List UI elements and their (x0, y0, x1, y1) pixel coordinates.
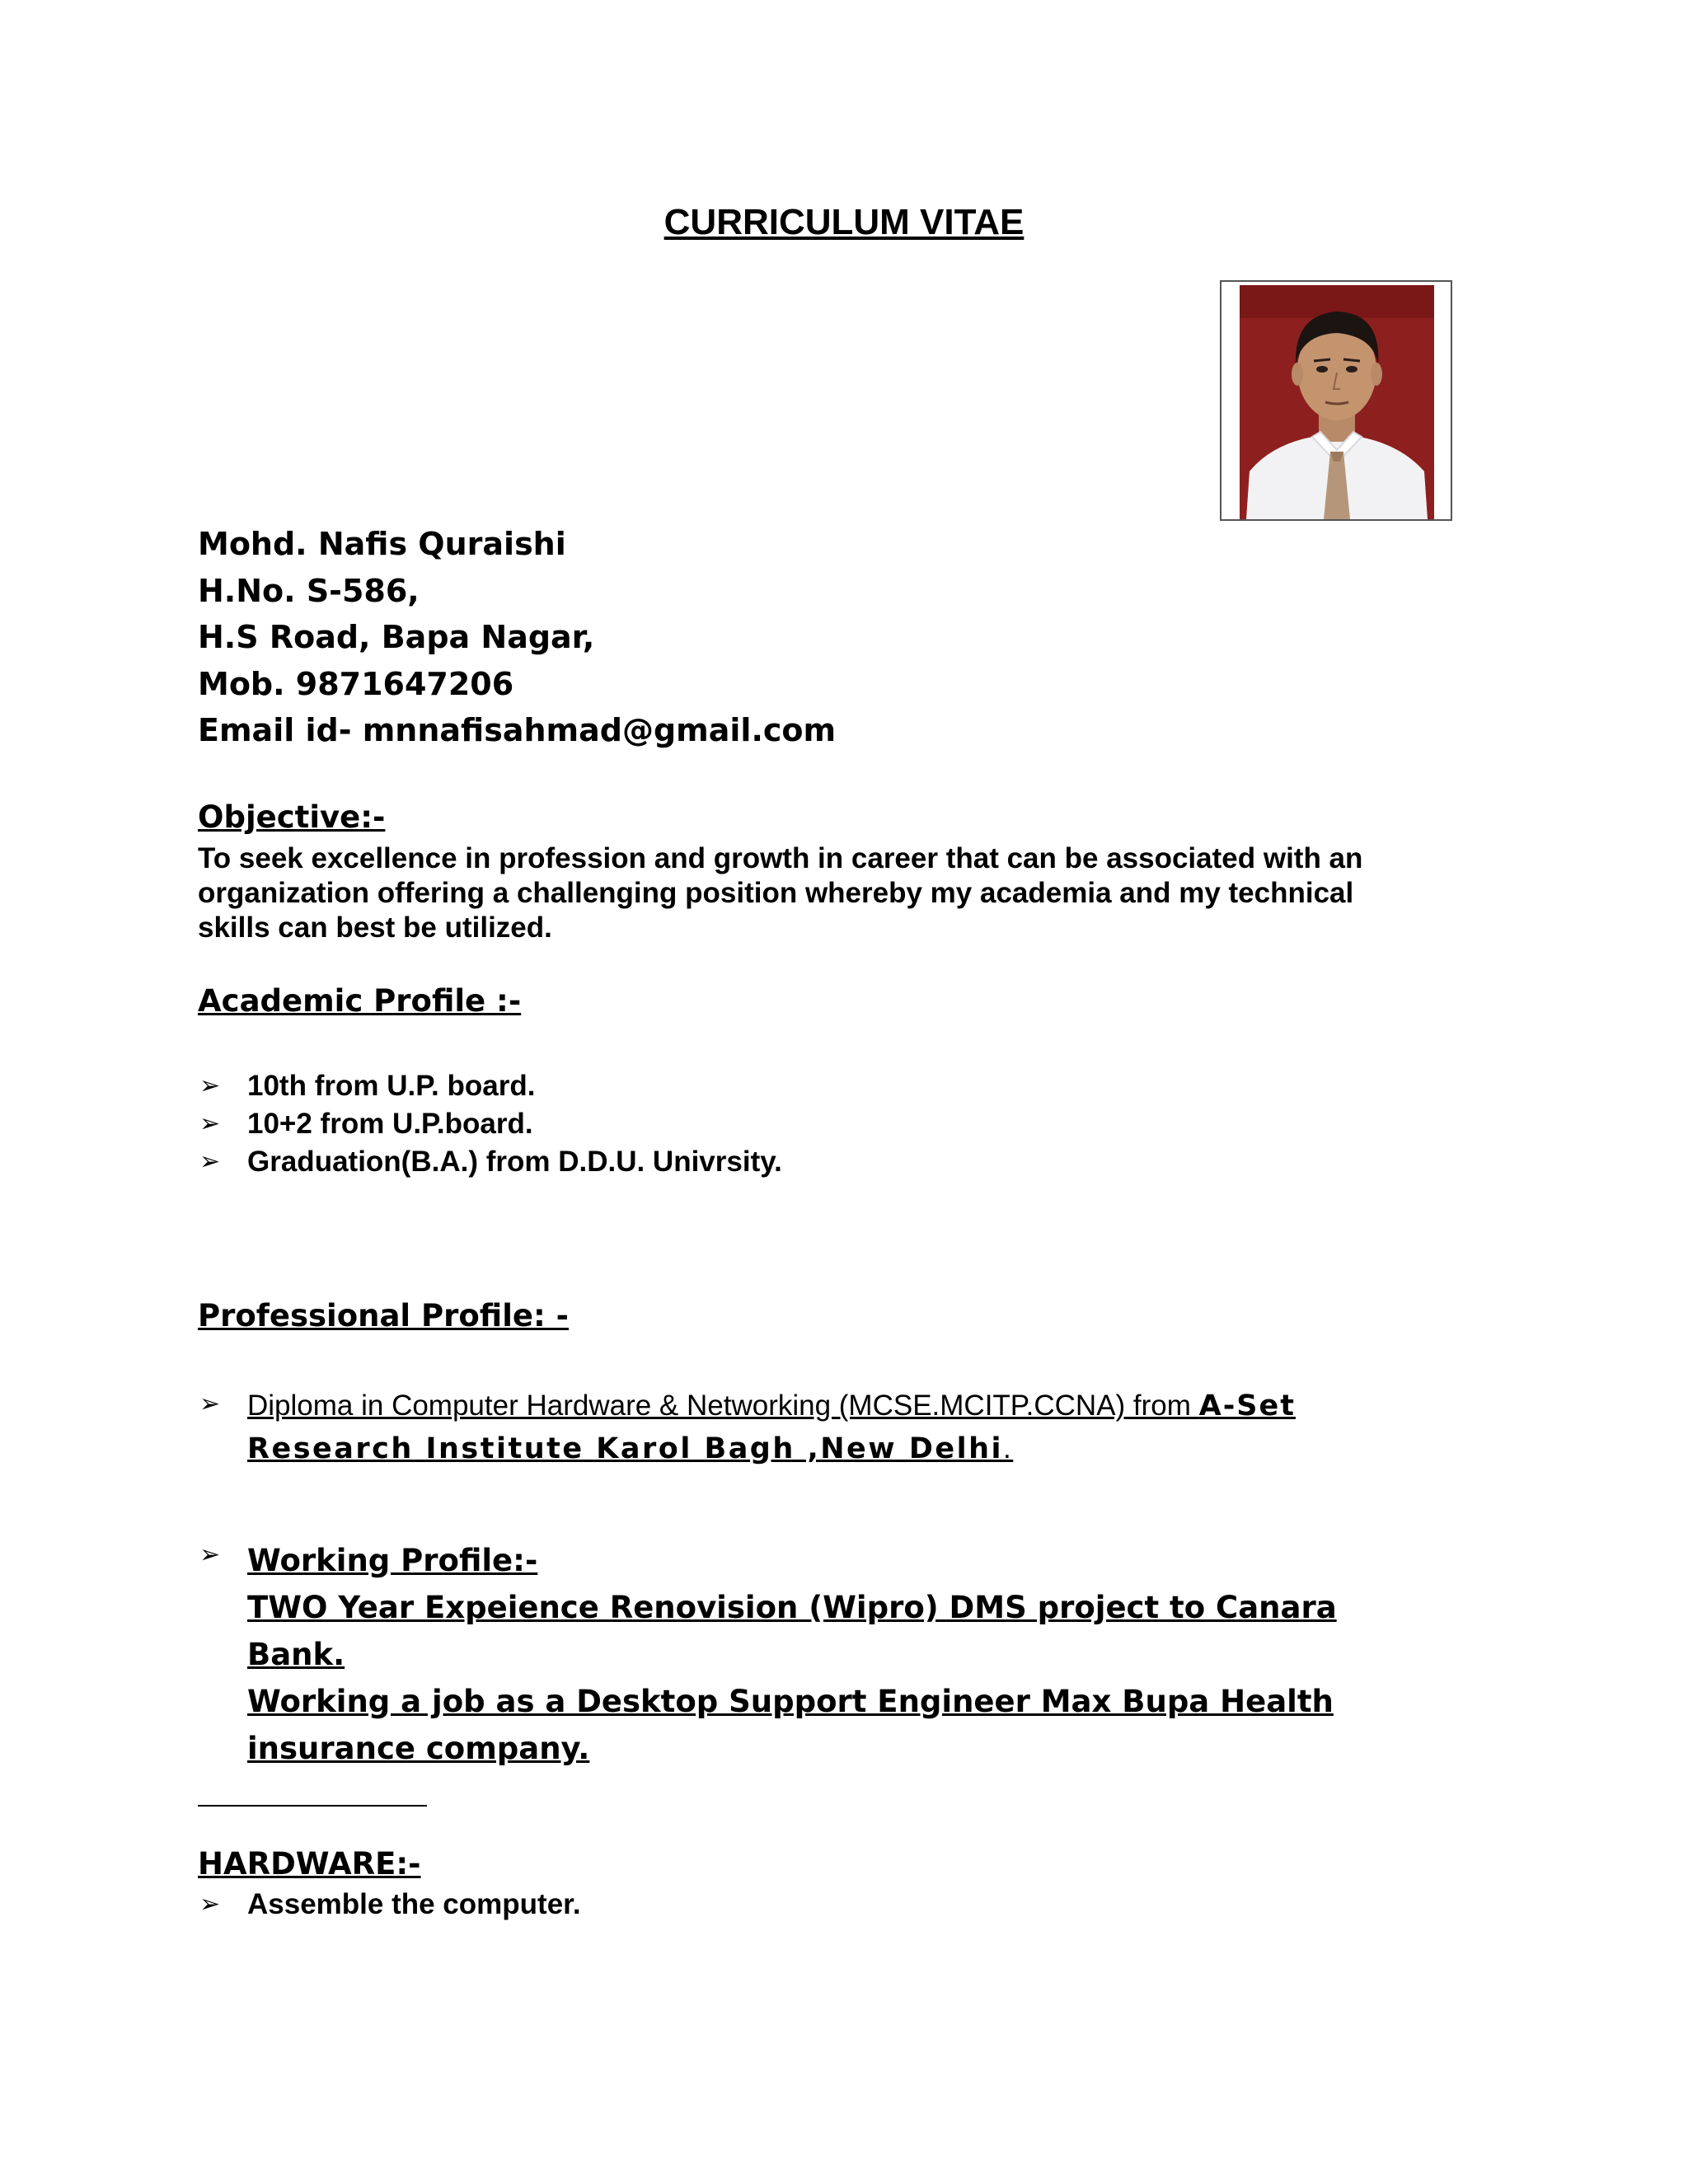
profile-photo (1220, 280, 1452, 521)
professional-heading: Professional Profile: - (198, 1298, 570, 1333)
arrow-bullet-icon: ➢ (199, 1390, 221, 1418)
objective-line: organization offering a challenging position whereby my academia and my technical (198, 877, 1354, 909)
working-line: insurance company. (247, 1731, 590, 1766)
diploma-item (198, 1385, 1484, 1470)
diploma-line: Diploma in Computer Hardware & Networking (MCSE.MCITP.CCNA) from A-Set (247, 1390, 1296, 1422)
portrait-image (1221, 282, 1451, 519)
house-number: H.No. S-586, (198, 572, 420, 609)
objective-heading: Objective:- (198, 799, 386, 835)
list-item: ➢ Graduation(B.A.) from D.D.U. Univrsity. (198, 1143, 782, 1181)
mobile-number: Mob. 9871647206 (198, 665, 514, 702)
arrow-bullet-icon: ➢ (199, 1891, 221, 1918)
road-address: H.S Road, Bapa Nagar, (198, 619, 595, 655)
working-profile-heading: Working Profile:- (247, 1543, 538, 1578)
academic-heading: Academic Profile :- (198, 983, 522, 1019)
document-title: CURRICULUM VITAE (663, 202, 1025, 242)
objective-line: To seek excellence in profession and growth in career that can be associated with an (198, 842, 1363, 874)
working-profile-item (198, 1537, 1517, 1772)
email-address: Email id- mnnafisahmad@gmail.com (198, 712, 837, 748)
hardware-list (198, 1886, 581, 1924)
arrow-bullet-icon: ➢ (199, 1148, 221, 1175)
academic-list (198, 1067, 782, 1181)
arrow-bullet-icon: ➢ (199, 1110, 221, 1137)
arrow-bullet-icon: ➢ (199, 1072, 221, 1099)
objective-line: skills can best be utilized. (198, 912, 552, 944)
working-line: Bank. (247, 1637, 345, 1672)
list-item: ➢ 10th from U.P. board. (198, 1067, 782, 1105)
arrow-bullet-icon: ➢ (199, 1541, 221, 1568)
horizontal-divider (198, 1805, 427, 1807)
candidate-name: Mohd. Nafis Quraishi (198, 526, 566, 562)
list-item: ➢ 10+2 from U.P.board. (198, 1105, 782, 1143)
contact-block (198, 521, 836, 754)
working-line: TWO Year Expeience Renovision (Wipro) DMS project to Canara (247, 1590, 1337, 1625)
list-item: ➢ Assemble the computer. (198, 1886, 581, 1924)
hardware-heading: HARDWARE:- (198, 1846, 421, 1882)
institute-line: Research Institute Karol Bagh ,New Delhi. (247, 1432, 1014, 1465)
working-line: Working a job as a Desktop Support Engineer Max Bupa Health (247, 1684, 1334, 1719)
objective-text (198, 841, 1451, 945)
